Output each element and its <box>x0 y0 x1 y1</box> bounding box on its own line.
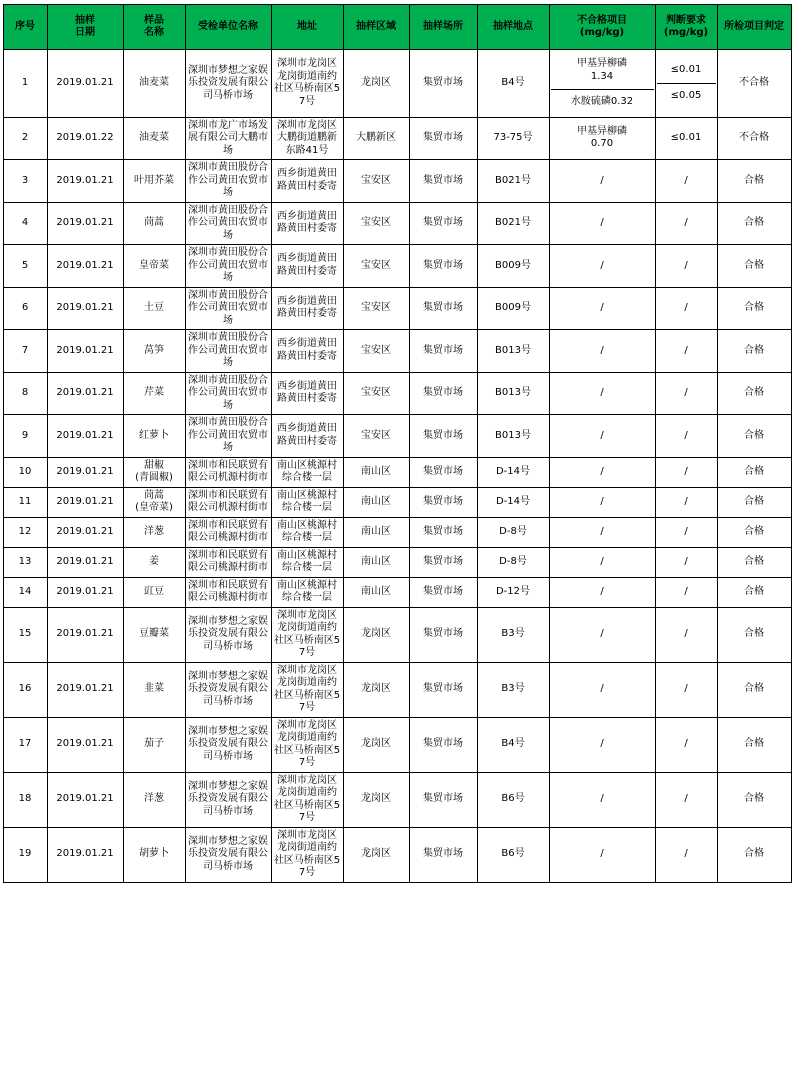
cell-address: 南山区桃源村综合楼一层 <box>271 577 343 607</box>
cell-region: 龙岗区 <box>343 772 409 827</box>
cell-unqualified-item: / <box>549 827 655 882</box>
cell-place: 集贸市场 <box>409 287 477 330</box>
cell-spot: B013号 <box>477 372 549 415</box>
column-header-index: 序号 <box>3 5 47 50</box>
cell-place: 集贸市场 <box>409 245 477 288</box>
cell-index: 18 <box>3 772 47 827</box>
table-row <box>3 772 791 827</box>
cell-organization: 深圳市黄田股份合作公司黄田农贸市场 <box>185 330 271 373</box>
cell-index: 13 <box>3 547 47 577</box>
cell-date: 2019.01.21 <box>47 547 123 577</box>
cell-organization: 深圳市梦想之家娱乐投资发展有限公司马桥市场 <box>185 772 271 827</box>
cell-region: 宝安区 <box>343 160 409 203</box>
cell-organization: 深圳市和民联贸有限公司桃源村街市 <box>185 517 271 547</box>
cell-place: 集贸市场 <box>409 577 477 607</box>
cell-unqualified-item: / <box>549 202 655 245</box>
cell-date: 2019.01.21 <box>47 415 123 458</box>
cell-date: 2019.01.21 <box>47 202 123 245</box>
cell-spot: B3号 <box>477 662 549 717</box>
unqualified-item-entry: 水胺硫磷0.32 <box>570 96 634 107</box>
cell-limit: / <box>655 287 717 330</box>
column-header-unqualified-item: 不合格项目 (mg/kg) <box>549 5 655 50</box>
cell-sample-name: 红萝卜 <box>123 415 185 458</box>
column-header-place: 抽样场所 <box>409 5 477 50</box>
table-row <box>3 202 791 245</box>
cell-place: 集贸市场 <box>409 160 477 203</box>
cell-address: 西乡街道黄田路黄田村委寄 <box>271 245 343 288</box>
cell-unqualified-item: / <box>549 160 655 203</box>
cell-verdict: 不合格 <box>717 50 791 118</box>
cell-place: 集贸市场 <box>409 372 477 415</box>
cell-limit: / <box>655 202 717 245</box>
cell-spot: D-8号 <box>477 517 549 547</box>
cell-spot: B021号 <box>477 202 549 245</box>
cell-address: 深圳市龙岗区龙岗街道南约社区马桥南区57号 <box>271 717 343 772</box>
cell-sample-name: 土豆 <box>123 287 185 330</box>
cell-organization: 深圳市黄田股份合作公司黄田农贸市场 <box>185 160 271 203</box>
cell-date: 2019.01.21 <box>47 160 123 203</box>
cell-sample-name: 油麦菜 <box>123 117 185 160</box>
cell-unqualified-item: / <box>549 372 655 415</box>
cell-region: 宝安区 <box>343 415 409 458</box>
cell-verdict: 合格 <box>717 160 791 203</box>
cell-address: 西乡街道黄田路黄田村委寄 <box>271 287 343 330</box>
cell-date: 2019.01.22 <box>47 117 123 160</box>
cell-sample-name: 茼蒿 <box>123 202 185 245</box>
cell-date: 2019.01.21 <box>47 577 123 607</box>
cell-address: 南山区桃源村综合楼一层 <box>271 457 343 487</box>
table-row <box>3 287 791 330</box>
cell-limit <box>655 50 717 118</box>
cell-verdict: 合格 <box>717 547 791 577</box>
cell-unqualified-item: / <box>549 662 655 717</box>
cell-spot: D-12号 <box>477 577 549 607</box>
cell-place: 集贸市场 <box>409 202 477 245</box>
column-header-verdict: 所检项目判定 <box>717 5 791 50</box>
cell-limit: / <box>655 772 717 827</box>
table-row <box>3 415 791 458</box>
cell-limit: / <box>655 330 717 373</box>
cell-address: 南山区桃源村综合楼一层 <box>271 547 343 577</box>
cell-date: 2019.01.21 <box>47 457 123 487</box>
cell-date: 2019.01.21 <box>47 245 123 288</box>
cell-spot: B3号 <box>477 607 549 662</box>
cell-region: 宝安区 <box>343 287 409 330</box>
cell-limit: / <box>655 547 717 577</box>
cell-region: 龙岗区 <box>343 50 409 118</box>
table-row <box>3 245 791 288</box>
cell-limit: / <box>655 607 717 662</box>
cell-spot: B4号 <box>477 50 549 118</box>
cell-sample-name: 甜椒 (青圆椒) <box>123 457 185 487</box>
table-header <box>3 5 791 50</box>
cell-place: 集贸市场 <box>409 457 477 487</box>
cell-organization: 深圳市和民联贸有限公司机源村街市 <box>185 457 271 487</box>
cell-date: 2019.01.21 <box>47 717 123 772</box>
column-header-address: 地址 <box>271 5 343 50</box>
cell-index: 7 <box>3 330 47 373</box>
cell-index: 6 <box>3 287 47 330</box>
cell-place: 集贸市场 <box>409 50 477 118</box>
cell-sample-name: 韭菜 <box>123 662 185 717</box>
column-header-spot: 抽样地点 <box>477 5 549 50</box>
cell-place: 集贸市场 <box>409 330 477 373</box>
cell-address: 深圳市龙岗区龙岗街道南约社区马桥南区57号 <box>271 50 343 118</box>
cell-limit: / <box>655 415 717 458</box>
cell-index: 12 <box>3 517 47 547</box>
cell-spot: B6号 <box>477 772 549 827</box>
cell-index: 3 <box>3 160 47 203</box>
cell-sample-name: 芹菜 <box>123 372 185 415</box>
cell-organization: 深圳市和民联贸有限公司桃源村街市 <box>185 547 271 577</box>
header-row <box>3 5 791 50</box>
cell-verdict: 合格 <box>717 662 791 717</box>
cell-index: 16 <box>3 662 47 717</box>
table-row <box>3 827 791 882</box>
cell-sample-name: 叶用芥菜 <box>123 160 185 203</box>
cell-region: 宝安区 <box>343 245 409 288</box>
cell-sample-name: 洋葱 <box>123 517 185 547</box>
cell-sample-name: 茄子 <box>123 717 185 772</box>
cell-limit: / <box>655 245 717 288</box>
inspection-table <box>3 4 792 883</box>
table-row <box>3 330 791 373</box>
cell-spot: B021号 <box>477 160 549 203</box>
cell-unqualified-item: 甲基异柳磷 0.70 <box>549 117 655 160</box>
cell-date: 2019.01.21 <box>47 772 123 827</box>
cell-place: 集贸市场 <box>409 415 477 458</box>
cell-region: 南山区 <box>343 457 409 487</box>
cell-place: 集贸市场 <box>409 717 477 772</box>
cell-verdict: 合格 <box>717 372 791 415</box>
cell-address: 南山区桃源村综合楼一层 <box>271 517 343 547</box>
table-row <box>3 662 791 717</box>
cell-region: 龙岗区 <box>343 607 409 662</box>
cell-limit: / <box>655 827 717 882</box>
cell-verdict: 合格 <box>717 245 791 288</box>
cell-address: 南山区桃源村综合楼一层 <box>271 487 343 517</box>
cell-organization: 深圳市梦想之家娱乐投资发展有限公司马桥市场 <box>185 717 271 772</box>
cell-verdict: 合格 <box>717 577 791 607</box>
cell-verdict: 合格 <box>717 607 791 662</box>
cell-unqualified-item: / <box>549 330 655 373</box>
cell-region: 龙岗区 <box>343 827 409 882</box>
cell-unqualified-item: / <box>549 287 655 330</box>
table-row <box>3 607 791 662</box>
cell-spot: D-8号 <box>477 547 549 577</box>
cell-limit: / <box>655 457 717 487</box>
cell-place: 集贸市场 <box>409 517 477 547</box>
cell-place: 集贸市场 <box>409 487 477 517</box>
cell-place: 集贸市场 <box>409 772 477 827</box>
column-header-region: 抽样区域 <box>343 5 409 50</box>
cell-unqualified-item: / <box>549 717 655 772</box>
cell-region: 宝安区 <box>343 330 409 373</box>
cell-limit: / <box>655 662 717 717</box>
cell-sample-name: 莴笋 <box>123 330 185 373</box>
cell-sample-name: 油麦菜 <box>123 50 185 118</box>
cell-sample-name: 茼蒿 (皇帝菜) <box>123 487 185 517</box>
cell-unqualified-item: / <box>549 547 655 577</box>
cell-verdict: 合格 <box>717 827 791 882</box>
cell-region: 南山区 <box>343 517 409 547</box>
cell-index: 14 <box>3 577 47 607</box>
cell-verdict: 合格 <box>717 517 791 547</box>
cell-organization: 深圳市龙广市场发展有限公司大鹏市场 <box>185 117 271 160</box>
cell-region: 南山区 <box>343 577 409 607</box>
cell-spot: B4号 <box>477 717 549 772</box>
cell-verdict: 合格 <box>717 330 791 373</box>
table-row <box>3 117 791 160</box>
cell-limit: / <box>655 372 717 415</box>
cell-index: 8 <box>3 372 47 415</box>
cell-sample-name: 姜 <box>123 547 185 577</box>
cell-region: 南山区 <box>343 487 409 517</box>
cell-index: 1 <box>3 50 47 118</box>
cell-spot: D-14号 <box>477 487 549 517</box>
cell-limit: ≤0.01 <box>655 117 717 160</box>
column-header-sample-name: 样品 名称 <box>123 5 185 50</box>
table-row <box>3 160 791 203</box>
cell-verdict: 合格 <box>717 415 791 458</box>
cell-organization: 深圳市梦想之家娱乐投资发展有限公司马桥市场 <box>185 662 271 717</box>
cell-organization: 深圳市黄田股份合作公司黄田农贸市场 <box>185 287 271 330</box>
table-row <box>3 547 791 577</box>
cell-place: 集贸市场 <box>409 662 477 717</box>
cell-date: 2019.01.21 <box>47 607 123 662</box>
cell-verdict: 合格 <box>717 487 791 517</box>
cell-address: 西乡街道黄田路黄田村委寄 <box>271 202 343 245</box>
cell-unqualified-item <box>549 50 655 118</box>
cell-date: 2019.01.21 <box>47 287 123 330</box>
cell-unqualified-item: / <box>549 577 655 607</box>
cell-address: 深圳市龙岗区龙岗街道南约社区马桥南区57号 <box>271 772 343 827</box>
cell-sample-name: 豇豆 <box>123 577 185 607</box>
cell-sample-name: 胡萝卜 <box>123 827 185 882</box>
cell-spot: D-14号 <box>477 457 549 487</box>
cell-index: 10 <box>3 457 47 487</box>
cell-unqualified-item: / <box>549 415 655 458</box>
cell-address: 西乡街道黄田路黄田村委寄 <box>271 372 343 415</box>
cell-region: 南山区 <box>343 547 409 577</box>
column-header-organization: 受检单位名称 <box>185 5 271 50</box>
cell-place: 集贸市场 <box>409 827 477 882</box>
cell-address: 西乡街道黄田路黄田村委寄 <box>271 415 343 458</box>
cell-index: 2 <box>3 117 47 160</box>
cell-unqualified-item: / <box>549 457 655 487</box>
cell-organization: 深圳市和民联贸有限公司桃源村街市 <box>185 577 271 607</box>
table-row <box>3 457 791 487</box>
cell-place: 集贸市场 <box>409 607 477 662</box>
cell-address: 西乡街道黄田路黄田村委寄 <box>271 160 343 203</box>
cell-address: 深圳市龙岗区大鹏街道鹏新东路41号 <box>271 117 343 160</box>
cell-verdict: 合格 <box>717 772 791 827</box>
cell-date: 2019.01.21 <box>47 372 123 415</box>
cell-sample-name: 洋葱 <box>123 772 185 827</box>
cell-spot: B009号 <box>477 245 549 288</box>
cell-verdict: 合格 <box>717 717 791 772</box>
table-row <box>3 717 791 772</box>
cell-limit: / <box>655 577 717 607</box>
cell-spot: B013号 <box>477 330 549 373</box>
cell-organization: 深圳市梦想之家娱乐投资发展有限公司马桥市场 <box>185 827 271 882</box>
cell-organization: 深圳市黄田股份合作公司黄田农贸市场 <box>185 372 271 415</box>
cell-index: 19 <box>3 827 47 882</box>
cell-organization: 深圳市梦想之家娱乐投资发展有限公司马桥市场 <box>185 607 271 662</box>
cell-region: 龙岗区 <box>343 662 409 717</box>
table-row <box>3 50 791 118</box>
cell-date: 2019.01.21 <box>47 487 123 517</box>
cell-address: 深圳市龙岗区龙岗街道南约社区马桥南区57号 <box>271 662 343 717</box>
cell-spot: B009号 <box>477 287 549 330</box>
column-header-date: 抽样 日期 <box>47 5 123 50</box>
cell-address: 西乡街道黄田路黄田村委寄 <box>271 330 343 373</box>
cell-unqualified-item: / <box>549 517 655 547</box>
cell-index: 4 <box>3 202 47 245</box>
cell-unqualified-item: / <box>549 487 655 517</box>
cell-spot: 73-75号 <box>477 117 549 160</box>
cell-date: 2019.01.21 <box>47 517 123 547</box>
cell-verdict: 合格 <box>717 287 791 330</box>
table-row <box>3 372 791 415</box>
cell-unqualified-item: / <box>549 245 655 288</box>
cell-index: 17 <box>3 717 47 772</box>
cell-date: 2019.01.21 <box>47 662 123 717</box>
table-body <box>3 50 791 883</box>
cell-verdict: 合格 <box>717 202 791 245</box>
cell-date: 2019.01.21 <box>47 50 123 118</box>
cell-index: 15 <box>3 607 47 662</box>
cell-unqualified-item: / <box>549 607 655 662</box>
cell-organization: 深圳市梦想之家娱乐投资发展有限公司马桥市场 <box>185 50 271 118</box>
cell-index: 11 <box>3 487 47 517</box>
cell-address: 深圳市龙岗区龙岗街道南约社区马桥南区57号 <box>271 607 343 662</box>
cell-organization: 深圳市和民联贸有限公司机源村街市 <box>185 487 271 517</box>
cell-limit: / <box>655 160 717 203</box>
table-row <box>3 577 791 607</box>
cell-limit: / <box>655 487 717 517</box>
cell-address: 深圳市龙岗区龙岗街道南约社区马桥南区57号 <box>271 827 343 882</box>
unqualified-item-entry: 甲基异柳磷 1.34 <box>551 52 654 90</box>
cell-index: 9 <box>3 415 47 458</box>
cell-spot: B6号 <box>477 827 549 882</box>
cell-spot: B013号 <box>477 415 549 458</box>
cell-region: 龙岗区 <box>343 717 409 772</box>
column-header-limit: 判断要求 (mg/kg) <box>655 5 717 50</box>
cell-region: 宝安区 <box>343 202 409 245</box>
limit-entry: ≤0.01 <box>657 58 716 83</box>
cell-sample-name: 豆瓣菜 <box>123 607 185 662</box>
cell-organization: 深圳市黄田股份合作公司黄田农贸市场 <box>185 245 271 288</box>
table-row <box>3 487 791 517</box>
cell-date: 2019.01.21 <box>47 827 123 882</box>
cell-limit: / <box>655 717 717 772</box>
cell-unqualified-item: / <box>549 772 655 827</box>
cell-index: 5 <box>3 245 47 288</box>
cell-date: 2019.01.21 <box>47 330 123 373</box>
cell-organization: 深圳市黄田股份合作公司黄田农贸市场 <box>185 415 271 458</box>
cell-organization: 深圳市黄田股份合作公司黄田农贸市场 <box>185 202 271 245</box>
cell-place: 集贸市场 <box>409 547 477 577</box>
cell-region: 大鹏新区 <box>343 117 409 160</box>
cell-verdict: 合格 <box>717 457 791 487</box>
limit-entry: ≤0.05 <box>670 89 702 101</box>
cell-sample-name: 皇帝菜 <box>123 245 185 288</box>
cell-verdict: 不合格 <box>717 117 791 160</box>
cell-place: 集贸市场 <box>409 117 477 160</box>
cell-limit: / <box>655 517 717 547</box>
table-row <box>3 517 791 547</box>
cell-region: 宝安区 <box>343 372 409 415</box>
